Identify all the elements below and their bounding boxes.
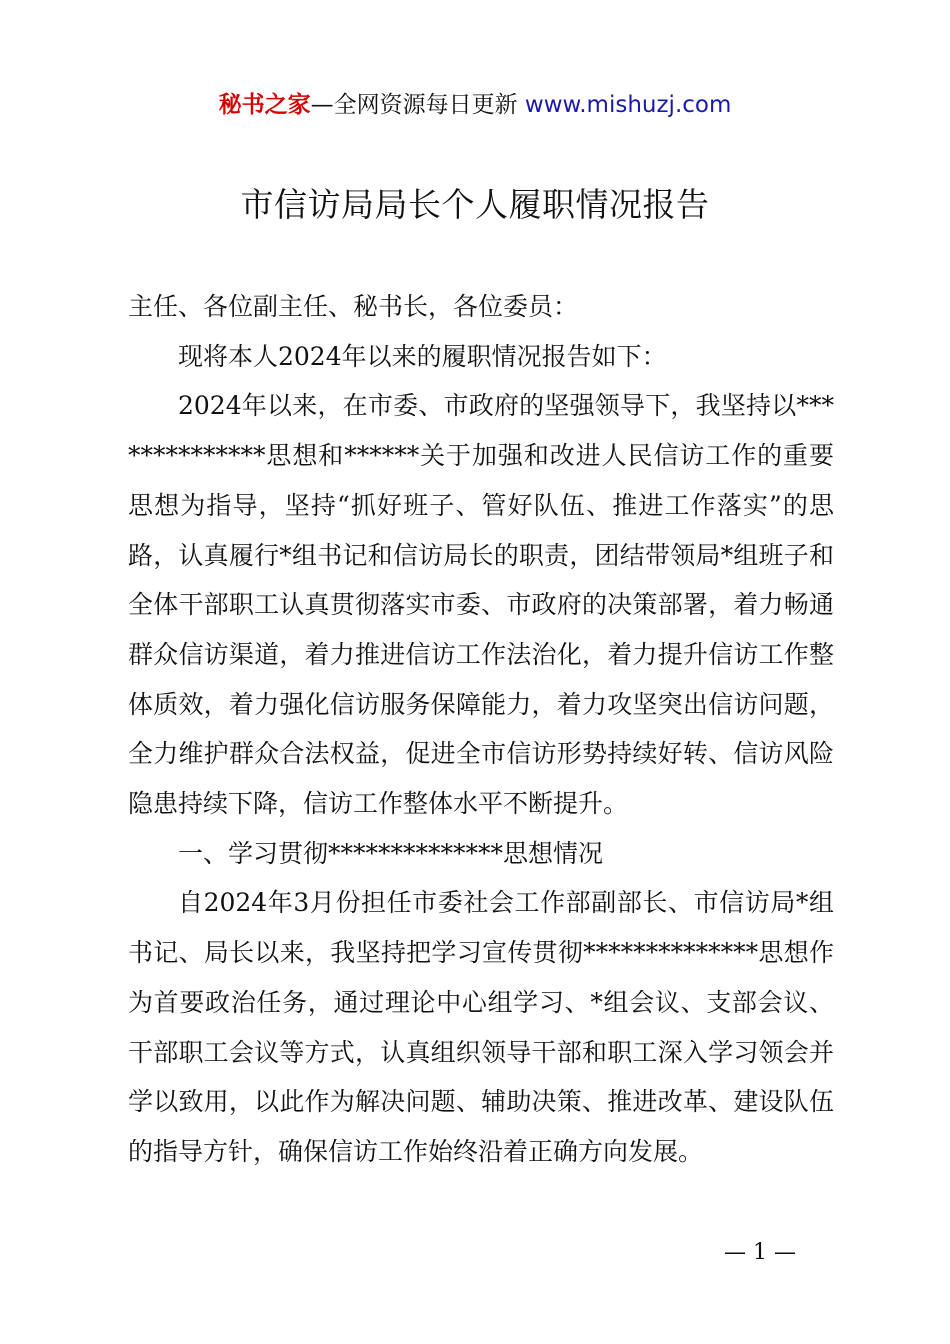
watermark-brand: 秘书之家	[218, 92, 311, 118]
summary-paragraph: 2024年以来，在市委、市政府的坚强领导下，我坚持以**************思想和******关于加强和改进人民信访工作的重要思想为指导，坚持“抓好班子、管好队伍、推进工作落实”的思路，认真履行*组书记和信访局长的职责，团结带领局*组班子和全体干部职工认真贯彻落实市委、市政府的决策部署，着力畅通群众信访渠道，着力推进信访工作法治化，着力提升信访工作整体质效，着力强化信访服务保障能力，着力攻坚突出信访问题，全力维护群众合法权益，促进全市信访形势持续好转、信访风险隐患持续下降，信访工作整体水平不断提升。	[128, 391, 834, 819]
watermark-banner	[0, 88, 950, 122]
document-title: 市信访局局长个人履职情况报告	[240, 185, 710, 224]
page-number: — 1 —	[724, 1240, 796, 1265]
intro-paragraph: 现将本人2024年以来的履职情况报告如下：	[178, 341, 667, 371]
watermark-url[interactable]: www.mishuzj.com	[524, 92, 732, 118]
salutation: 主任、各位副主任、秘书长，各位委员：	[128, 292, 579, 321]
section-paragraph: 自2024年3月份担任市委社会工作部副部长、市信访局*组书记、局长以来，我坚持把学习宣传贯彻**************思想作为首要政治任务，通过理论中心组学习、*组会议、支部会议、干部职工会议等方式，认真组织领导干部和职工深入学习领会并学以致用，以此作为解决问题、辅助决策、推进改革、建设队伍的指导方针，确保信访工作始终沿着正确方向发展。	[128, 888, 834, 1166]
document-body	[128, 282, 834, 1177]
watermark-tagline: —全网资源每日更新	[310, 92, 525, 118]
section-heading: 一、学习贯彻**************思想情况	[178, 838, 604, 868]
